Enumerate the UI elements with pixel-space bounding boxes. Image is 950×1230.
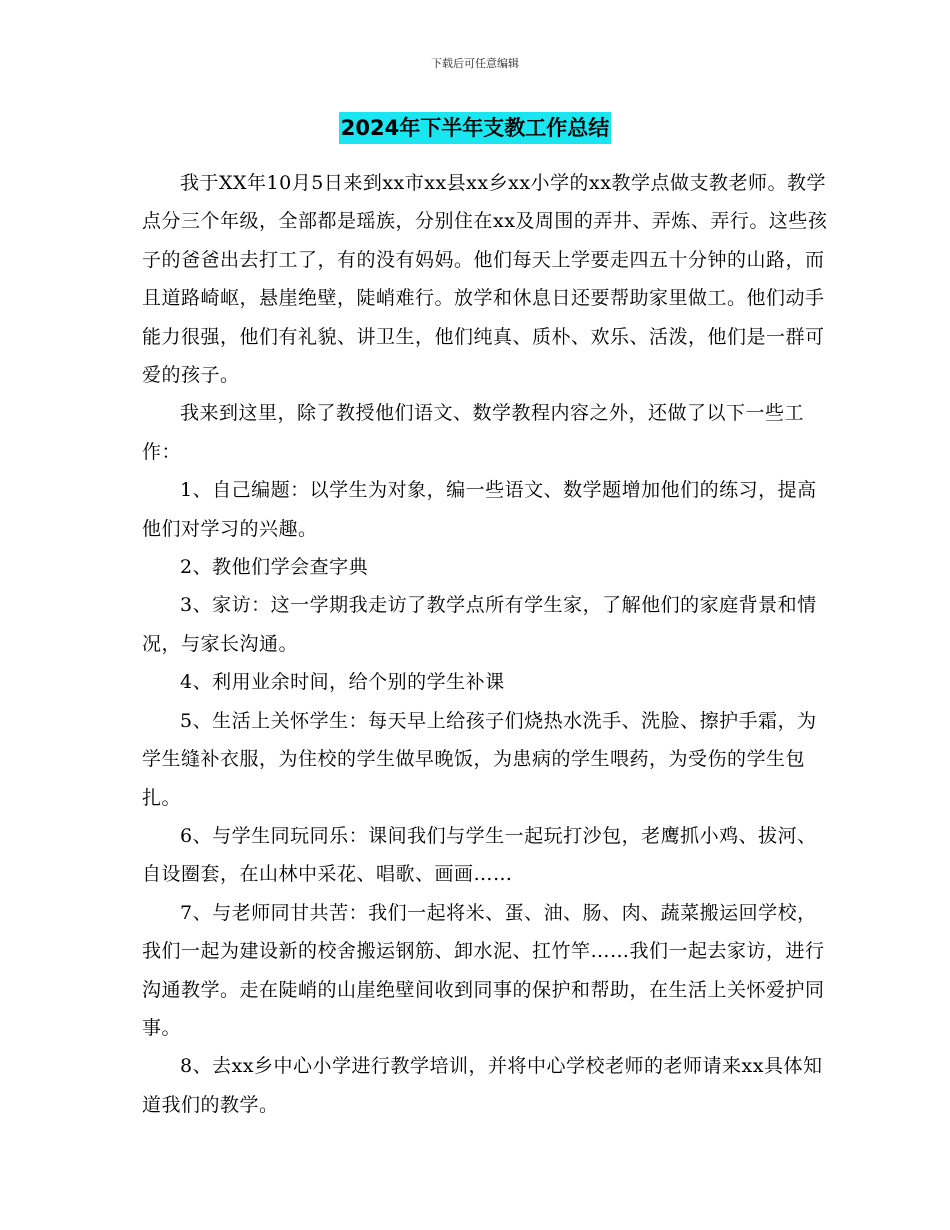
header-note: 下载后可任意编辑 [431, 57, 519, 70]
paragraph-item-7: 7、与老师同甘共苦：我们一起将米、蛋、油、肠、肉、蔬菜搬运回学校，我们一起为建设新的校舍搬运钢筋、卸水泥、扛竹竿……我们一起去家访，进行沟通教学。走在陡峭的山崖绝壁间收到同事的保护和帮助，在生活上关怀爱护同事。 [142, 901, 825, 1039]
paragraph-item-8: 8、去xx乡中心小学进行教学培训，并将中心学校老师的老师请来xx具体知道我们的教学。 [142, 1055, 823, 1116]
title-wrap [0, 112, 950, 144]
paragraph-item-4: 4、利用业余时间，给个别的学生补课 [180, 671, 505, 694]
paragraph-item-3: 3、家访：这一学期我走访了教学点所有学生家，了解他们的家庭背景和情况，与家长沟通。 [142, 594, 817, 655]
paragraph-item-5: 5、生活上关怀学生：每天早上给孩子们烧热水洗手、洗脸、擦护手霜，为学生缝补衣服，为住校的学生做早晚饭，为患病的学生喂药，为受伤的学生包扎。 [142, 709, 817, 809]
document-title: 2024年下半年支教工作总结 [339, 112, 611, 144]
paragraph-item-2: 2、教他们学会查字典 [180, 556, 369, 579]
document-body [142, 164, 832, 1124]
paragraph-intro: 我于XX年10月5日来到xx市xx县xx乡xx小学的xx教学点做支教老师。教学点分三个年级，全部都是瑶族，分别住在xx及周围的弄井、弄炼、弄行。这些孩子的爸爸出去打工了，有的没有妈妈。他们每天上学要走四五十分钟的山路，而且道路崎岖，悬崖绝壁，陡峭难行。放学和休息日还要帮助家里做工。他们动手能力很强，他们有礼貌、讲卫生，他们纯真、质朴、欢乐、活泼，他们是一群可爱的孩子。 [142, 172, 828, 387]
paragraph-work-intro: 我来到这里，除了教授他们语文、数学教程内容之外，还做了以下一些工作： [142, 402, 805, 463]
paragraph-item-1: 1、自己编题：以学生为对象，编一些语文、数学题增加他们的练习，提高他们对学习的兴趣。 [142, 479, 817, 540]
paragraph-item-6: 6、与学生同玩同乐：课间我们与学生一起玩打沙包，老鹰抓小鸡、拔河、自设圈套，在山林中采花、唱歌、画画…… [142, 824, 817, 886]
